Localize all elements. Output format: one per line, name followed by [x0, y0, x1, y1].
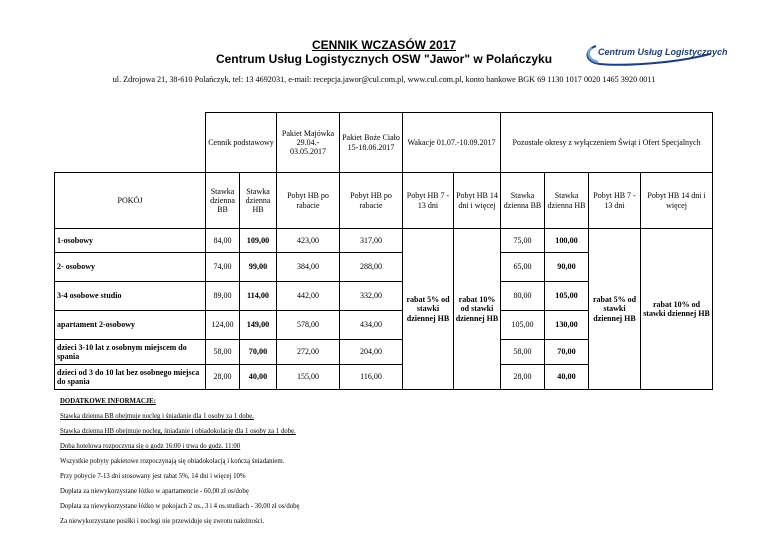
additional-info-heading: DODATKOWE INFORMACJE:: [60, 398, 156, 405]
cell-pozostale-rabat-10: rabat 10% od stawki dziennej HB: [641, 229, 713, 390]
header-wakacje: Wakacje 01.07.-10.09.2017: [403, 113, 501, 173]
table-row: [55, 229, 713, 253]
cell-pozostale-rabat-5: rabat 5% od stawki dziennej HB: [589, 229, 641, 390]
row-label: apartament 2-osobowy: [55, 311, 206, 340]
note-line: Doba hotelowa rozpoczyna się o godz 16:00 i trwa do godz. 11:00: [60, 443, 241, 450]
cell-hb: 149,00: [240, 311, 277, 340]
note-line: Za niewykorzystane posiłki i noclegi nie przewiduje się zwrotu należności.: [60, 518, 265, 525]
header-poz-7-13: Pobyt HB 7 - 13 dni: [589, 173, 641, 229]
cell-bb: 84,00: [206, 229, 240, 253]
header-poz-stawka-hb: Stawka dzienna HB: [545, 173, 589, 229]
note-line: Dopłata za niewykorzystane łóżko w pokojach 2 os., 3 i 4 os.studiach - 30,00 zł os/dobę: [60, 503, 300, 510]
cell-boze-cialo: 332,00: [340, 282, 403, 311]
header-pakiet-majowka: Pakiet Majówka 29.04.- 03.05.2017: [277, 113, 340, 173]
header-cennik-podstawowy: Cennik podstawowy: [206, 113, 277, 173]
page-subtitle: Centrum Usług Logistycznych OSW "Jawor" w Polańczyku: [215, 52, 553, 66]
header-pakiet-boze-cialo: Pakiet Boże Ciało 15-18.06.2017: [340, 113, 403, 173]
cell-boze-cialo: 116,00: [340, 365, 403, 390]
header-poz-14: Pobyt HB 14 dni i więcej: [641, 173, 713, 229]
cell-poz-hb: 90,00: [545, 253, 589, 282]
header-pokoj: POKÓJ: [55, 173, 206, 229]
header-stawka-bb: Stawka dzienna BB: [206, 173, 240, 229]
cell-majowka: 442,00: [277, 282, 340, 311]
cell-hb: 40,00: [240, 365, 277, 390]
cell-boze-cialo: 317,00: [340, 229, 403, 253]
cell-poz-hb: 105,00: [545, 282, 589, 311]
cell-bb: 58,00: [206, 340, 240, 365]
row-label: 3-4 osobowe studio: [55, 282, 206, 311]
header-wak-7-13: Pobyt HB 7 - 13 dni: [403, 173, 454, 229]
contact-info: ul. Zdrojowa 21, 38-610 Polańczyk, tel: 13 4692031, e-mail: recepcja.jawor@cul.com.pl, www.cul.com.pl, konto bankowe BGK 69 1130 1017 0020 1465 3920 0011: [112, 75, 656, 84]
cell-poz-bb: 28,00: [501, 365, 545, 390]
cell-hb: 109,00: [240, 229, 277, 253]
cell-bb: 124,00: [206, 311, 240, 340]
cell-boze-cialo: 434,00: [340, 311, 403, 340]
header-wak-14: Pobyt HB 14 dni i więcej: [454, 173, 501, 229]
cell-boze-cialo: 204,00: [340, 340, 403, 365]
note-line: Przy pobycie 7-13 dni stosowany jest rabat 5%, 14 dni i więcej 10%: [60, 473, 246, 480]
header-poz-stawka-bb: Stawka dzienna BB: [501, 173, 545, 229]
cell-hb: 114,00: [240, 282, 277, 311]
note-line: Dopłata za niewykorzystane łóżko w apartamencie - 60,00 zł os/dobę: [60, 488, 249, 495]
note-line: Stawka dzienna BB obejmuje nocleg i śniadanie dla 1 osoby za 1 dobę.: [60, 413, 254, 420]
cell-boze-cialo: 288,00: [340, 253, 403, 282]
cell-majowka: 272,00: [277, 340, 340, 365]
cell-poz-bb: 105,00: [501, 311, 545, 340]
note-line: Stawka dzienna HB obejmuje nocleg, śniadanie i obiadokolację dla 1 osoby za 1 dobę.: [60, 428, 296, 435]
row-label: dzieci od 3 do 10 lat bez osobnego miejsca do spania: [55, 365, 206, 390]
cell-hb: 70,00: [240, 340, 277, 365]
cell-hb: 99,00: [240, 253, 277, 282]
cell-poz-bb: 75,00: [501, 229, 545, 253]
cell-poz-bb: 80,00: [501, 282, 545, 311]
row-label: dzieci 3-10 lat z osobnym miejscem do spania: [55, 340, 206, 365]
cell-poz-bb: 58,00: [501, 340, 545, 365]
cell-wakacje-rabat-10: rabat 10% od stawki dziennej HB: [454, 229, 501, 390]
header-pozostale-okresy: Pozostałe okresy z wyłączeniem Świąt i Ofert Specjalnych: [501, 113, 713, 173]
cell-poz-hb: 100,00: [545, 229, 589, 253]
cell-poz-hb: 70,00: [545, 340, 589, 365]
page-title: CENNIK WCZASÓW 2017: [311, 38, 457, 52]
cell-majowka: 384,00: [277, 253, 340, 282]
cell-bb: 28,00: [206, 365, 240, 390]
cell-poz-hb: 130,00: [545, 311, 589, 340]
cell-bb: 89,00: [206, 282, 240, 311]
cell-majowka: 578,00: [277, 311, 340, 340]
note-line: Wszystkie pobyty pakietowe rozpoczynają się obiadokolacją i kończą śniadaniem.: [60, 458, 285, 465]
additional-info: [60, 398, 300, 529]
header-majowka-rabat: Pobyt HB po rabacie: [277, 173, 340, 229]
cell-poz-bb: 65,00: [501, 253, 545, 282]
price-table: [54, 112, 713, 390]
cell-wakacje-rabat-5: rabat 5% od stawki dziennej HB: [403, 229, 454, 390]
logo-text: Centrum Usług Logistycznych: [598, 47, 728, 57]
header-bc-rabat: Pobyt HB po rabacie: [340, 173, 403, 229]
cell-bb: 74,00: [206, 253, 240, 282]
cell-majowka: 155,00: [277, 365, 340, 390]
row-label: 1-osobowy: [55, 229, 206, 253]
row-label: 2- osobowy: [55, 253, 206, 282]
company-logo: [582, 42, 728, 68]
cell-majowka: 423,00: [277, 229, 340, 253]
cell-poz-hb: 40,00: [545, 365, 589, 390]
header-stawka-hb: Stawka dzienna HB: [240, 173, 277, 229]
